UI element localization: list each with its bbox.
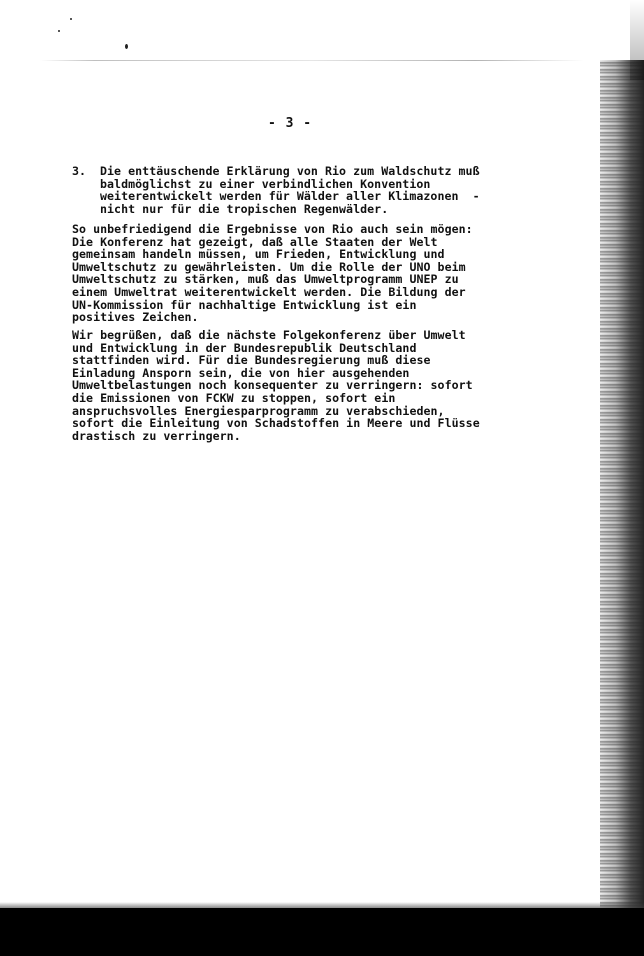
text-line: die Emissionen von FCKW zu stoppen, sofort ein: [72, 390, 396, 405]
scan-artifact-line: [40, 60, 584, 61]
text-line: anspruchsvolles Energiesparprogramm zu verabschieden,: [72, 403, 445, 418]
paragraph: [72, 223, 473, 324]
text-line: sofort die Einleitung von Schadstoffen in Meere und Flüsse: [72, 416, 480, 431]
text-line: Umweltbelastungen noch konsequenter zu verringern: sofort: [72, 378, 473, 393]
text-line: Umweltschutz zu stärken, muß das Umweltprogramm UNEP zu: [72, 272, 459, 287]
text-line: baldmöglichst zu einer verbindlichen Konvention: [100, 176, 431, 191]
text-line: Umweltschutz zu gewährleisten. Um die Rolle der UNO beim: [72, 259, 466, 274]
text-line: drastisch zu verringern.: [72, 428, 241, 443]
text-line: weiterentwickelt werden für Wälder aller Klimazonen -: [100, 189, 480, 204]
text-line: Wir begrüßen, daß die nächste Folgekonferenz über Umwelt: [72, 328, 466, 342]
list-item-number: 3.: [72, 164, 86, 178]
text-line: positives Zeichen.: [72, 310, 199, 325]
text-line: stattfinden wird. Für die Bundesregierung muß diese: [72, 353, 431, 368]
page-number: - 3 -: [268, 116, 313, 131]
scan-speck: [70, 18, 72, 20]
list-item-text: [100, 165, 480, 215]
text-line: und Entwicklung in der Bundesrepublik Deutschland: [72, 340, 417, 355]
text-line: So unbefriedigend die Ergebnisse von Rio auch sein mögen:: [72, 222, 473, 236]
text-line: nicht nur für die tropischen Regenwälder.: [100, 201, 389, 216]
paragraph: [72, 329, 480, 442]
text-line: Die enttäuschende Erklärung von Rio zum Waldschutz muß: [100, 164, 480, 178]
text-line: Einladung Ansporn sein, die von hier ausgehenden: [72, 365, 410, 380]
scan-edge-shadow: [600, 60, 644, 920]
text-line: einem Umweltrat weiterentwickelt werden. Die Bildung der: [72, 284, 466, 299]
text-line: gemeinsam handeln müssen, um Frieden, Entwicklung und: [72, 247, 445, 262]
scan-speck: [58, 30, 60, 32]
scan-bottom-border: [0, 908, 644, 956]
scan-speck: [125, 44, 128, 49]
text-line: Die Konferenz hat gezeigt, daß alle Staaten der Welt: [72, 234, 438, 249]
text-line: UN-Kommission für nachhaltige Entwicklung ist ein: [72, 297, 417, 312]
